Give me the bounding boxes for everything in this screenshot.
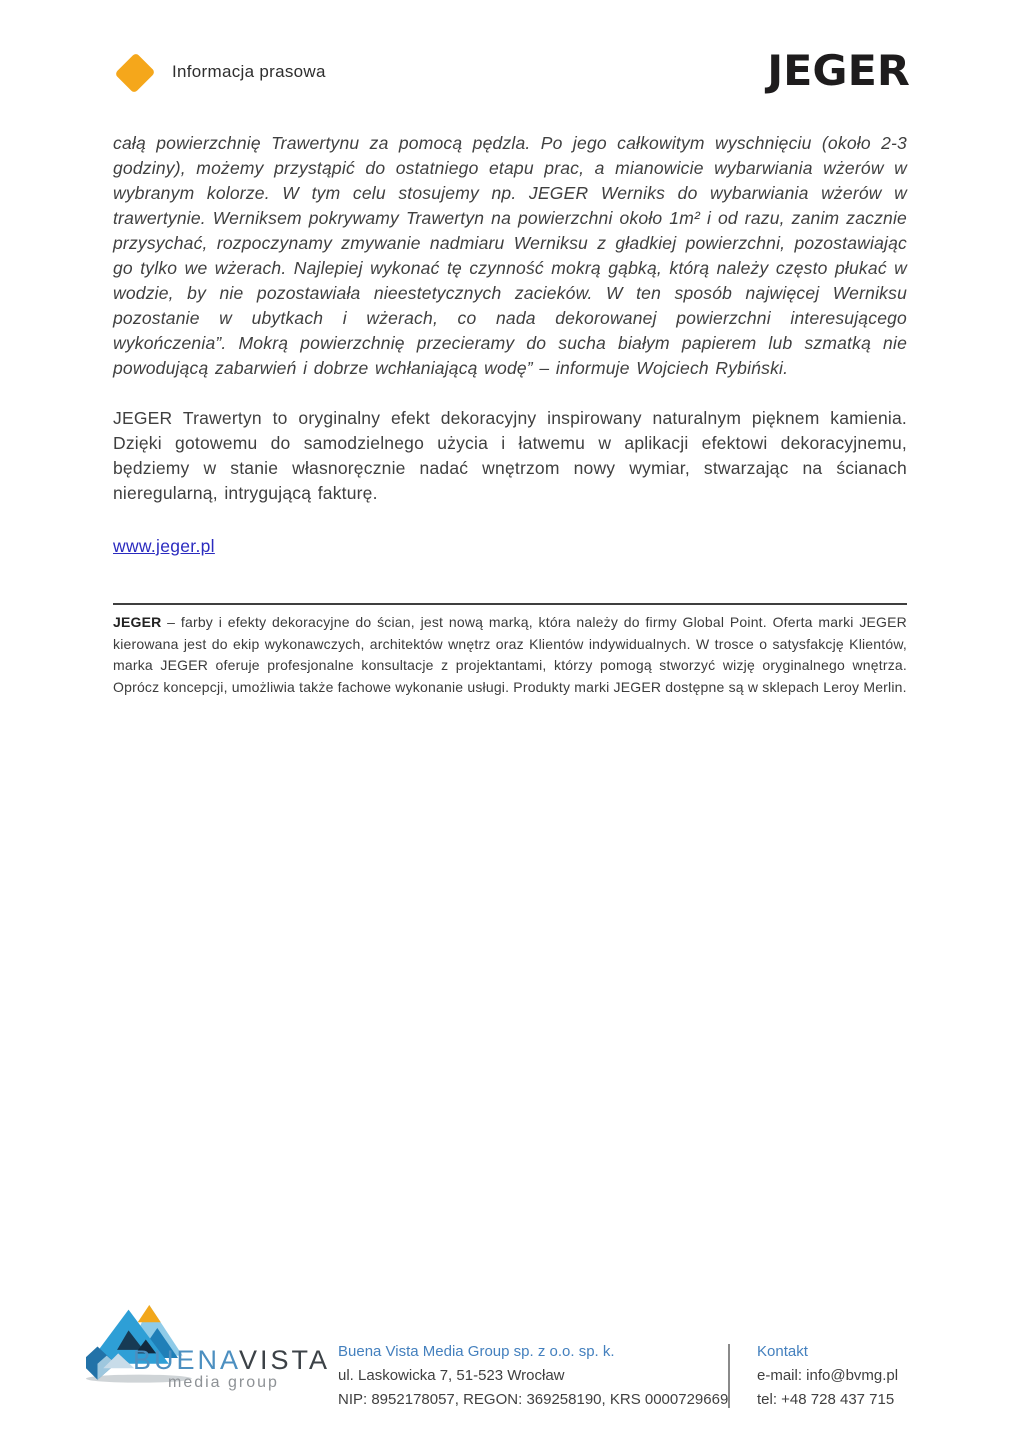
contact-phone: tel: +48 728 437 715 <box>757 1391 895 1408</box>
body-paragraph-instructions: całą powierzchnię Trawertynu za pomocą pędzla. Po jego całkowitym wyschnięciu (około 2-3 godziny), możemy przystąpić do ostatniego etapu prac, a mianowicie wybarwiania wżerów w wybranym kolorze. W tym celu stosujemy np. JEGER Werniks do wybarwiania wżerów w trawertynie. Werniksem pokrywamy Trawertyn na powierzchni około 1m² i od razu, zanim zacznie przysychać, rozpoczynamy zmywanie nadmiaru Werniksu z gładkiej powierzchni, pozostawiając go tylko we wżerach. Najlepiej wykonać tę czynność mokrą gąbką, którą należy często płukać w wodzie, by nie pozostawiała nieestetycznych zacieków. W ten sposób najwięcej Werniksu pozostanie w ubytkach i wżerach, co nada dekorowanej powierzchni interesującego wykończenia”. Mokrą powierzchnię przecieramy do sucha białym papierem lub szmatką nie powodującą zabarwień i dobrze wchłaniającą wodę” – informuje Wojciech Rybiński. <box>113 133 907 378</box>
logo-text-buena: BUENA <box>133 1345 240 1375</box>
jeger-website-link[interactable]: www.jeger.pl <box>113 536 215 556</box>
boilerplate-lead: JEGER <box>113 614 162 630</box>
contact-heading: Kontakt <box>757 1343 808 1360</box>
jeger-logo: JEGER <box>767 46 910 95</box>
logo-subtitle: media group <box>168 1374 279 1391</box>
company-boilerplate <box>113 612 907 698</box>
logo-text-vista: VISTA <box>239 1345 331 1375</box>
contact-email: e-mail: info@bvmg.pl <box>757 1367 899 1384</box>
diamond-icon <box>114 52 155 93</box>
body-paragraph-summary: JEGER Trawertyn to oryginalny efekt dekoracyjny inspirowany naturalnym pięknem kamienia. Dzięki gotowemu do samodzielnego użycia i łatwemu w aplikacji efektowi dekoracyjnemu, będziemy w stanie własnoręcznie nadać wnętrzom nowy wymiar, stwarzając na ścianach nieregularną, intrygującą fakturę. <box>113 408 907 503</box>
boilerplate-text: – farby i efekty dekoracyjne do ścian, jest nową marką, która należy do firmy Global Point. Oferta marki JEGER kierowana jest do ekip wykonawczych, architektów wnętrz oraz Klientów indywidualnych. W trosce o satysfakcję Klientów, marka JEGER oferuje profesjonalne konsultacje z projektantami, którzy pomogą stworzyć wizję oryginalnego wnętrza. Oprócz koncepcji, umożliwia także fachowe wykonanie usługi. Produkty marki JEGER dostępne są w sklepach Leroy Merlin. <box>113 614 907 695</box>
company-address: ul. Laskowicka 7, 51-523 Wrocław <box>338 1367 565 1384</box>
press-release-label: Informacja prasowa <box>172 62 326 81</box>
buenavista-logo-wordmark <box>133 1345 330 1376</box>
divider-rule <box>113 603 907 605</box>
footer-company-info <box>338 1340 728 1412</box>
link-row <box>113 536 907 557</box>
company-name: Buena Vista Media Group sp. z o.o. sp. k. <box>338 1343 615 1360</box>
document-body <box>113 131 907 698</box>
company-registry-numbers: NIP: 8952178057, REGON: 369258190, KRS 0000729669 <box>338 1391 729 1408</box>
footer-contact-info <box>757 1340 898 1412</box>
footer-vertical-divider <box>728 1344 730 1408</box>
